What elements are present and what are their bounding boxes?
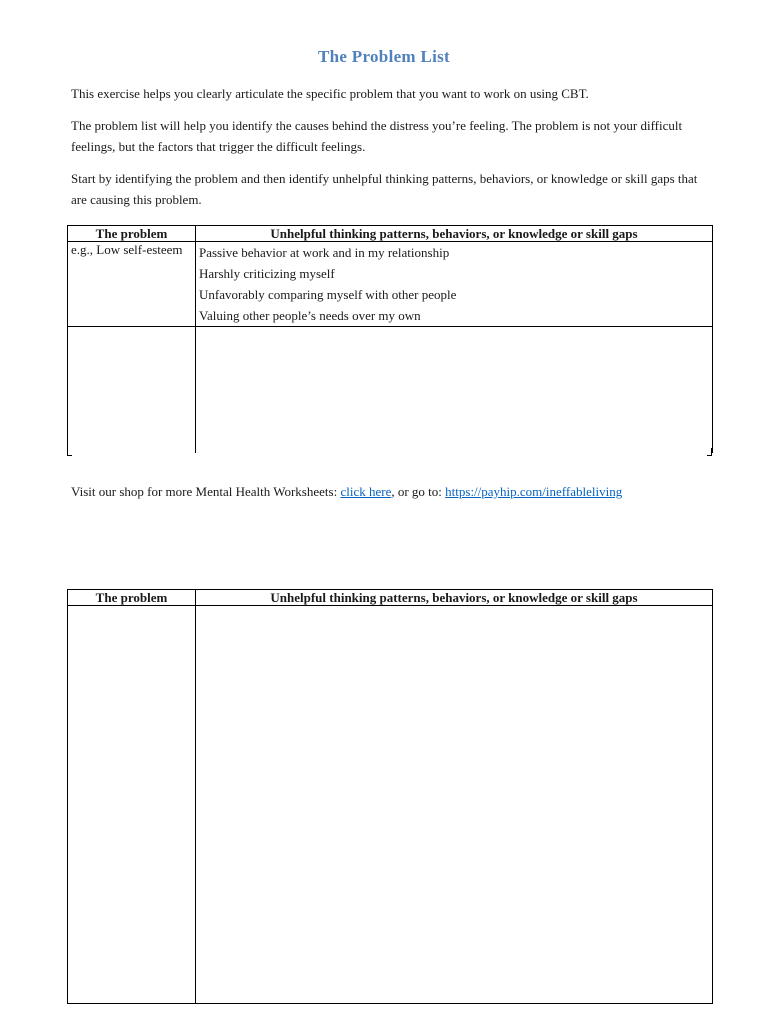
- explanation-paragraph: The problem list will help you identify the causes behind the distress you’re feeling. The problem is not your difficult feelings, but the factors that trigger the difficult feelings.: [71, 118, 683, 154]
- blank-problem-cell[interactable]: [68, 606, 196, 1004]
- shop-note-middle: , or go to:: [391, 484, 446, 499]
- payhip-shop-link[interactable]: https://payhip.com/ineffableliving: [445, 484, 623, 499]
- blank-problem-cell[interactable]: [68, 327, 196, 454]
- example-items-cell: [196, 242, 713, 327]
- blank-entry-row: [68, 606, 713, 1004]
- example-item: Harshly criticizing myself: [199, 266, 335, 281]
- problem-list-table: [67, 225, 713, 453]
- table-corner-mark: [67, 455, 72, 456]
- problem-list-table-blank: [67, 589, 713, 1004]
- header-unhelpful-patterns: Unhelpful thinking patterns, behaviors, or knowledge or skill gaps: [196, 590, 713, 606]
- example-item: Valuing other people’s needs over my own: [199, 308, 421, 323]
- blank-entry-row: [68, 327, 713, 454]
- table-corner-mark: [707, 455, 712, 456]
- intro-paragraph: This exercise helps you clearly articulate the specific problem that you want to work on using CBT.: [71, 86, 589, 101]
- table-header-row: [68, 226, 713, 242]
- click-here-link[interactable]: click here: [340, 484, 392, 499]
- blank-patterns-cell[interactable]: [196, 606, 713, 1004]
- example-row: [68, 242, 713, 327]
- page-title: The Problem List: [318, 47, 450, 66]
- table-header-row: [68, 590, 713, 606]
- blank-patterns-cell[interactable]: [196, 327, 713, 454]
- header-unhelpful-patterns: Unhelpful thinking patterns, behaviors, or knowledge or skill gaps: [196, 226, 713, 242]
- shop-note-prefix: Visit our shop for more Mental Health Worksheets:: [71, 484, 341, 499]
- example-item: Passive behavior at work and in my relationship: [199, 245, 450, 260]
- instruction-paragraph: Start by identifying the problem and then identify unhelpful thinking patterns, behaviors, or knowledge or skill gaps that are causing this problem.: [71, 171, 698, 207]
- example-problem-cell: e.g., Low self-esteem: [68, 242, 196, 327]
- example-item: Unfavorably comparing myself with other people: [199, 287, 457, 302]
- header-problem: The problem: [68, 590, 196, 606]
- shop-note: [71, 483, 622, 501]
- header-problem: The problem: [68, 226, 196, 242]
